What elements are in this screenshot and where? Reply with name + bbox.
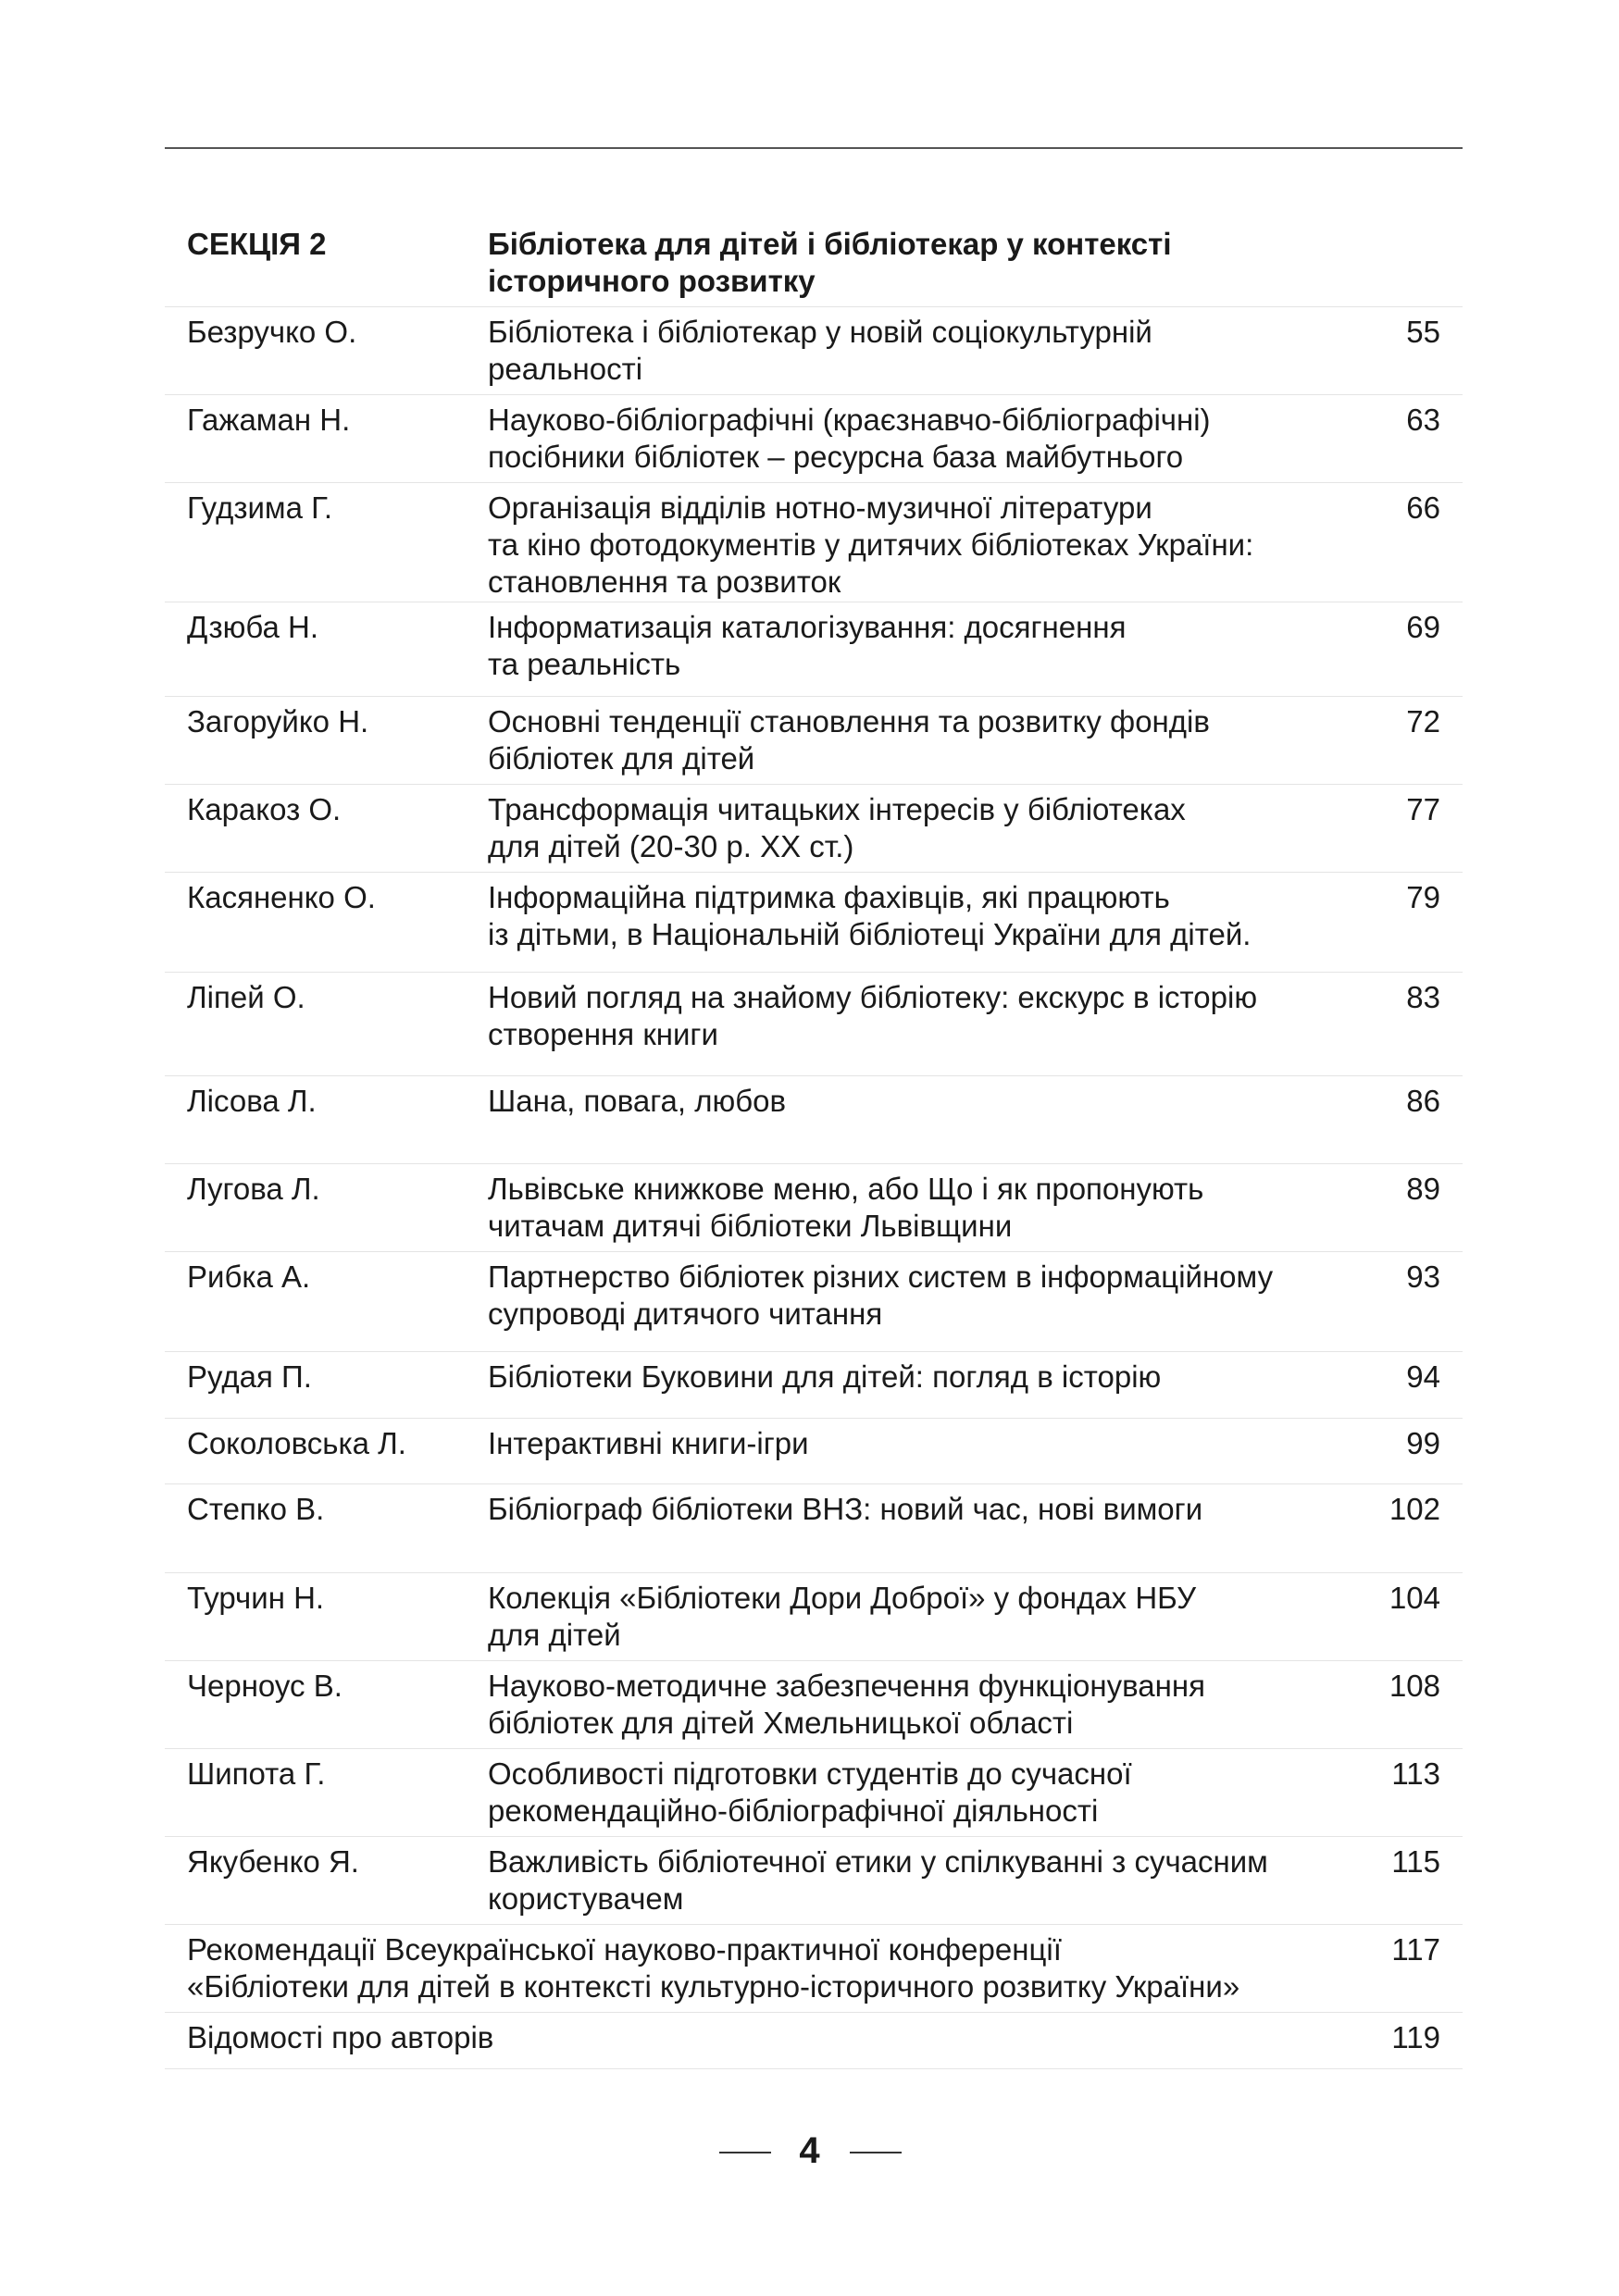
entry-page: 115 [1391,1844,1440,1879]
entry-author: Степко В. [187,1492,325,1526]
entry-author: Лугова Л. [187,1172,320,1206]
entry-page: 66 [1406,490,1440,525]
entry-author: Лісова Л. [187,1084,317,1118]
entry-author: Якубенко Я. [187,1844,359,1879]
section-header-row [165,219,1463,306]
entry-page: 102 [1389,1492,1440,1526]
entry-author: Рудая П. [187,1359,312,1394]
entry-title: Колекція «Бібліотеки Дори Доброї» у фондах НБУ для дітей [488,1581,1197,1652]
entry-page: 55 [1406,315,1440,349]
entry-author: Турчин Н. [187,1581,325,1615]
entry-page: 83 [1406,980,1440,1014]
toc-entry[interactable] [165,602,1463,696]
entry-author: Загоруйко Н. [187,704,369,738]
recommendations-text: Рекомендації Всеукраїнської науково-практичної конференції «Бібліотеки для дітей в контексті культурно-історичного розвитку України» [187,1932,1240,2004]
entry-title: Особливості підготовки студентів до сучасної рекомендаційно-бібліографічної діяльності [488,1756,1132,1828]
page-number: 4 [799,2130,820,2171]
entry-page: 86 [1406,1084,1440,1118]
authors-info-text: Відомості про авторів [187,2020,494,2054]
entry-author: Безручко О. [187,315,357,349]
entry-title: Шана, повага, любов [488,1084,787,1118]
entry-title: Партнерство бібліотек різних систем в інформаційному супроводі дитячого читання [488,1260,1274,1331]
toc-entry[interactable] [165,972,1463,1075]
entry-title: Бібліотека і бібліотекар у новій соціокультурній реальності [488,315,1152,386]
entry-page: 108 [1389,1669,1440,1703]
entry-title: Трансформація читацьких інтересів у бібліотеках для дітей (20-30 р. ХХ ст.) [488,792,1186,863]
entry-page: 72 [1406,704,1440,738]
entry-author: Соколовська Л. [187,1426,406,1460]
entry-author: Ліпей О. [187,980,305,1014]
header-rule [165,147,1463,149]
toc-entry[interactable] [165,1351,1463,1418]
entry-author: Черноус В. [187,1669,342,1703]
entry-author: Гажаман Н. [187,403,351,437]
entry-title: Науково-методичне забезпечення функціонування бібліотек для дітей Хмельницької області [488,1669,1205,1740]
entry-page: 89 [1406,1172,1440,1206]
toc-entry[interactable] [165,1163,1463,1251]
entry-title: Бібліотеки Буковини для дітей: погляд в історію [488,1359,1162,1394]
entry-title: Новий погляд на знайому бібліотеку: екскурс в історію створення книги [488,980,1258,1051]
toc-entry[interactable] [165,696,1463,784]
entry-page: 79 [1406,880,1440,914]
toc-entry[interactable] [165,1748,1463,1836]
entry-title: Інформатизація каталогізування: досягнення та реальність [488,610,1127,681]
table-of-contents [165,219,1463,2069]
entry-page: 113 [1391,1756,1440,1791]
entry-title: Організація відділів нотно-музичної літератури та кіно фотодокументів у дитячих бібліотеках України: становлення та розвиток [488,490,1254,599]
section-title: Бібліотека для дітей і бібліотекар у контексті історичного розвитку [488,227,1172,298]
entry-author: Рибка А. [187,1260,311,1294]
toc-entry[interactable] [165,784,1463,872]
entry-page: 69 [1406,610,1440,644]
toc-entry[interactable] [165,1836,1463,1924]
toc-entry[interactable] [165,306,1463,394]
toc-entry[interactable] [165,482,1463,602]
entry-page: 119 [1391,2020,1440,2054]
toc-authors-info-row[interactable] [165,2012,1463,2069]
toc-entry[interactable] [165,394,1463,482]
toc-entry[interactable] [165,1075,1463,1163]
toc-entry[interactable] [165,1418,1463,1483]
toc-entry[interactable] [165,1572,1463,1660]
entry-page: 104 [1389,1581,1440,1615]
entry-page: 77 [1406,792,1440,826]
entry-author: Гудзима Г. [187,490,333,525]
page-number-rule-right [850,2152,902,2153]
entry-author: Касяненко О. [187,880,376,914]
entry-title: Інформаційна підтримка фахівців, які працюють із дітьми, в Національній бібліотеці України для дітей. [488,880,1252,951]
section-label: СЕКЦІЯ 2 [187,227,327,261]
entry-title: Важливість бібліотечної етики у спілкуванні з сучасним користувачем [488,1844,1268,1916]
entry-title: Львівське книжкове меню, або Що і як пропонують читачам дитячі бібліотеки Львівщини [488,1172,1204,1243]
entry-page: 94 [1406,1359,1440,1394]
toc-entry[interactable] [165,1660,1463,1748]
entry-author: Шипота Г. [187,1756,326,1791]
entry-title: Науково-бібліографічні (краєзнавчо-бібліографічні) посібники бібліотек – ресурсна база майбутнього [488,403,1211,474]
entry-page: 117 [1391,1932,1440,1967]
toc-entry[interactable] [165,1483,1463,1572]
toc-entry[interactable] [165,1251,1463,1351]
entry-title: Бібліограф бібліотеки ВНЗ: новий час, нові вимоги [488,1492,1203,1526]
entry-author: Каракоз О. [187,792,342,826]
toc-entry[interactable] [165,872,1463,972]
entry-author: Дзюба Н. [187,610,318,644]
toc-recommendations-row[interactable] [165,1924,1463,2012]
entry-title: Інтерактивні книги-ігри [488,1426,809,1460]
entry-title: Основні тенденції становлення та розвитку фондів бібліотек для дітей [488,704,1210,776]
entry-page: 63 [1406,403,1440,437]
entry-page: 99 [1406,1426,1440,1460]
entry-page: 93 [1406,1260,1440,1294]
